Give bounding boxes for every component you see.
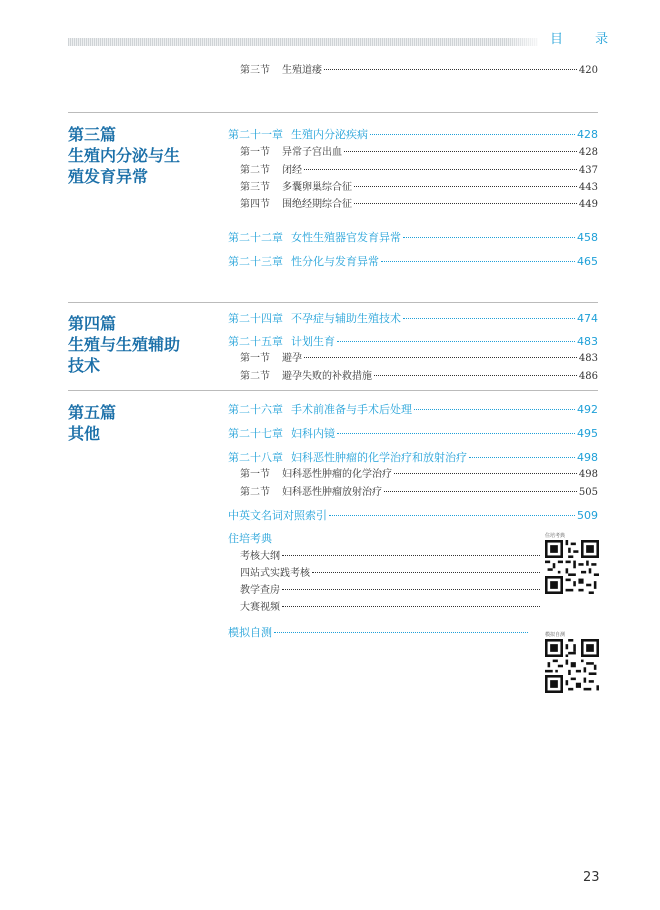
part-title	[68, 402, 218, 444]
entry-page: 465	[577, 255, 598, 268]
leader-dots	[304, 357, 577, 358]
entry-title: 性分化与发育异常	[291, 255, 379, 268]
resource-label: 四站式实践考核	[240, 568, 310, 579]
leader-dots	[384, 491, 577, 492]
leader-dots	[344, 151, 577, 152]
leader-dots	[282, 589, 540, 590]
selftest-entry[interactable]	[228, 625, 530, 641]
entry-title: 女性生殖器官发育异常	[291, 231, 401, 244]
resource-label: 大赛视频	[240, 602, 280, 613]
entry-number: 第一节	[240, 353, 270, 364]
entry-page: 428	[578, 147, 598, 158]
entry-title: 妇科恶性肿瘤的化学治疗和放射治疗	[291, 451, 467, 464]
entry-title: 避孕	[282, 353, 302, 364]
entry-page: 449	[578, 199, 598, 210]
toc-entry[interactable]	[240, 485, 598, 501]
leader-dots	[354, 186, 577, 187]
entry-page: 483	[577, 335, 598, 348]
entry-number: 第二十六章	[228, 403, 283, 416]
part-title	[68, 124, 218, 187]
toc-entry[interactable]	[228, 254, 598, 270]
qr-code-selftest[interactable]	[545, 631, 599, 693]
part-title-line: 第四篇	[68, 314, 117, 333]
entry-title: 避孕失败的补救措施	[282, 371, 372, 382]
leader-dots	[312, 572, 540, 573]
part-title-line: 技术	[68, 356, 101, 375]
entry-number: 第二十三章	[228, 255, 283, 268]
toc-entry[interactable]	[228, 450, 598, 466]
entry-title: 异常子宫出血	[282, 147, 342, 158]
entry-page: 498	[578, 469, 598, 480]
entry-number: 第三节	[240, 182, 270, 193]
leader-dots	[374, 375, 577, 376]
toc-entry[interactable]	[228, 311, 598, 327]
entry-page: 428	[577, 128, 598, 141]
part-title-line: 第三篇	[68, 125, 117, 144]
leader-dots	[274, 632, 528, 633]
leader-dots	[370, 134, 575, 135]
leader-dots	[329, 515, 575, 516]
qr-code-resources[interactable]	[545, 532, 599, 594]
part-title-line: 生殖与生殖辅助	[68, 335, 181, 354]
entry-title: 妇科恶性肿瘤放射治疗	[282, 487, 382, 498]
resource-item[interactable]	[240, 566, 542, 582]
toc-entry[interactable]	[228, 426, 598, 442]
entry-title: 不孕症与辅助生殖技术	[291, 312, 401, 325]
part-divider	[68, 390, 598, 391]
toc-entry[interactable]	[228, 402, 598, 418]
toc-entry[interactable]	[240, 145, 598, 161]
entry-number: 第一节	[240, 147, 270, 158]
leader-dots	[354, 203, 577, 204]
entry-number: 第二节	[240, 371, 270, 382]
resource-item[interactable]	[240, 600, 542, 616]
entry-title: 妇科恶性肿瘤的化学治疗	[282, 469, 392, 480]
entry-page: 509	[577, 509, 598, 522]
toc-entry[interactable]	[240, 467, 598, 483]
leader-dots	[394, 473, 577, 474]
entry-number: 第二节	[240, 165, 270, 176]
entry-number: 第二十五章	[228, 335, 283, 348]
entry-number: 第二十八章	[228, 451, 283, 464]
header-bar	[68, 38, 538, 46]
entry-page: 486	[578, 371, 598, 382]
resources-title: 住培考典	[228, 532, 272, 545]
qr-code-icon	[545, 639, 599, 693]
qr-caption: 模拟自测	[545, 632, 566, 638]
entry-title: 手术前准备与手术后处理	[291, 403, 412, 416]
entry-number: 第二十七章	[228, 427, 283, 440]
toc-entry[interactable]	[240, 180, 598, 196]
entry-page: 458	[577, 231, 598, 244]
toc-entry-index[interactable]	[228, 508, 598, 524]
part-title	[68, 313, 218, 376]
page-number: 23	[583, 870, 600, 885]
leader-dots	[337, 341, 575, 342]
entry-title: 计划生育	[291, 335, 335, 348]
entry-page: 483	[578, 353, 598, 364]
entry-page: 474	[577, 312, 598, 325]
toc-entry[interactable]	[228, 230, 598, 246]
leader-dots	[414, 409, 575, 410]
entry-page: 495	[577, 427, 598, 440]
resource-label: 教学查房	[240, 585, 280, 596]
toc-entry[interactable]	[228, 127, 598, 143]
leader-dots	[403, 318, 575, 319]
resource-item[interactable]	[240, 583, 542, 599]
qr-code-icon	[545, 540, 599, 594]
toc-entry[interactable]	[240, 63, 598, 79]
leader-dots	[282, 555, 540, 556]
entry-number: 第二十四章	[228, 312, 283, 325]
selftest-title: 模拟自测	[228, 626, 272, 639]
part-divider	[68, 112, 598, 113]
entry-page: 420	[578, 65, 598, 76]
entry-page: 443	[578, 182, 598, 193]
part-title-line: 第五篇	[68, 403, 117, 422]
entry-number: 第二十一章	[228, 128, 283, 141]
toc-entry[interactable]	[240, 163, 598, 179]
header-title: 目 录	[550, 32, 623, 47]
resource-label: 考核大纲	[240, 551, 280, 562]
entry-number: 第三节	[240, 65, 270, 76]
entry-page: 437	[578, 165, 598, 176]
entry-page: 492	[577, 403, 598, 416]
entry-number: 第二节	[240, 487, 270, 498]
leader-dots	[337, 433, 575, 434]
part-title-line: 殖发育异常	[68, 167, 149, 186]
part-title-line: 其他	[68, 424, 101, 443]
leader-dots	[282, 606, 540, 607]
part-divider	[68, 302, 598, 303]
entry-title: 围绝经期综合征	[282, 199, 352, 210]
resources-heading[interactable]	[228, 531, 348, 547]
entry-number: 第四节	[240, 199, 270, 210]
entry-title: 妇科内镜	[291, 427, 335, 440]
leader-dots	[324, 69, 577, 70]
entry-title: 多囊卵巢综合征	[282, 182, 352, 193]
resource-item[interactable]	[240, 549, 542, 565]
entry-title: 中英文名词对照索引	[228, 509, 327, 522]
entry-number: 第一节	[240, 469, 270, 480]
entry-number: 第二十二章	[228, 231, 283, 244]
toc-entry[interactable]	[228, 334, 598, 350]
leader-dots	[469, 457, 575, 458]
toc-entry[interactable]	[240, 369, 598, 385]
leader-dots	[403, 237, 575, 238]
part-title-line: 生殖内分泌与生	[68, 146, 181, 165]
leader-dots	[304, 169, 577, 170]
entry-page: 498	[577, 451, 598, 464]
leader-dots	[381, 261, 575, 262]
toc-entry[interactable]	[240, 197, 598, 213]
entry-title: 闭经	[282, 165, 302, 176]
toc-entry[interactable]	[240, 351, 598, 367]
entry-page: 505	[578, 487, 598, 498]
qr-caption: 住培考典	[545, 533, 566, 539]
entry-title: 生殖内分泌疾病	[291, 128, 368, 141]
entry-title: 生殖道瘘	[282, 65, 322, 76]
